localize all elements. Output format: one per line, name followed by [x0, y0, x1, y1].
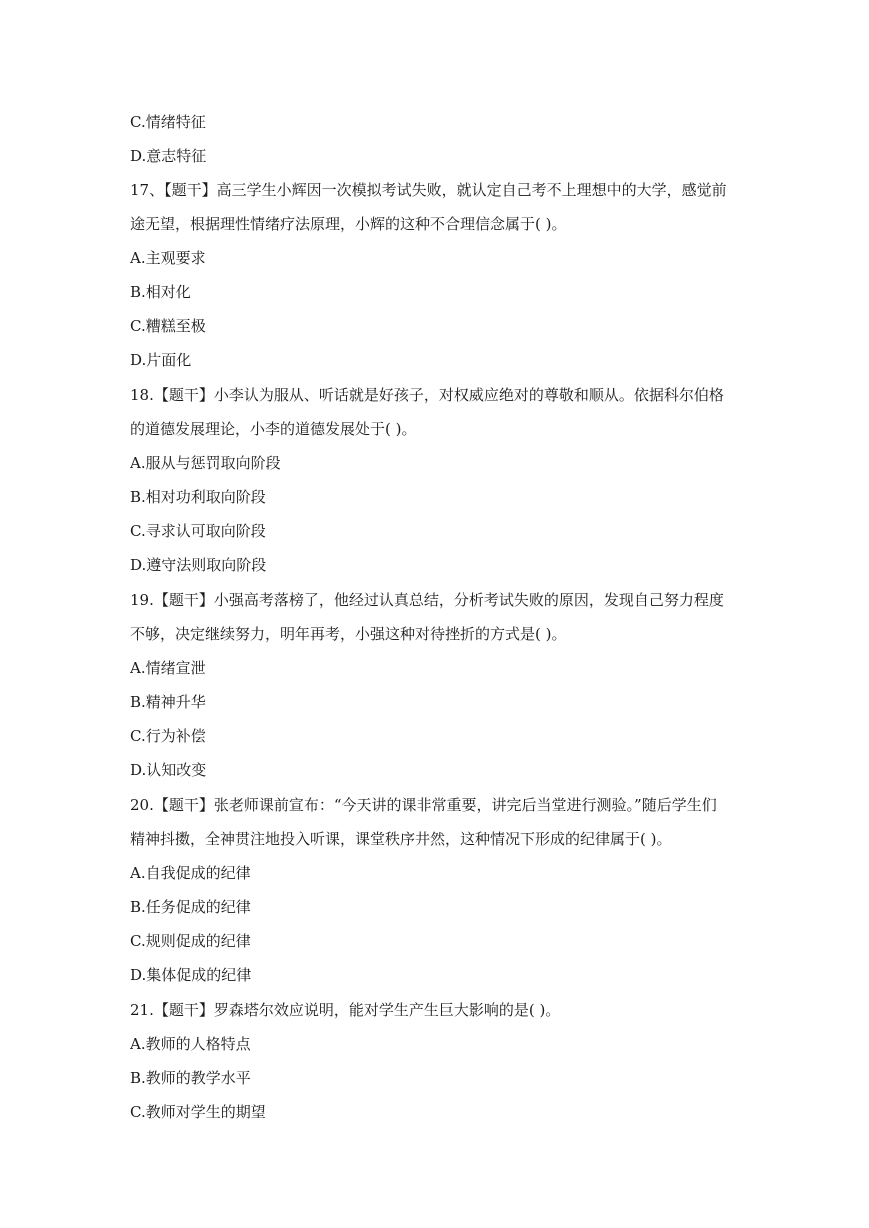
question-18-stem-line2: 的道德发展理论，小李的道德发展处于( )。	[130, 420, 417, 438]
question-20-stem-line2: 精神抖擞，全神贯注地投入听课，课堂秩序井然，这种情况下形成的纪律属于( )。	[130, 830, 672, 848]
question-19-stem-line2: 不够，决定继续努力，明年再考，小强这种对待挫折的方式是( )。	[130, 625, 567, 643]
option-21c: C.教师对学生的期望	[130, 1103, 266, 1121]
option-19d: D.认知改变	[130, 761, 207, 779]
option-18b: B.相对功利取向阶段	[130, 488, 266, 506]
option-17a: A.主观要求	[130, 249, 206, 267]
option-19a: A.情绪宣泄	[130, 659, 206, 677]
option-20c: C.规则促成的纪律	[130, 932, 251, 950]
option-17b: B.相对化	[130, 283, 191, 301]
option-17d: D.片面化	[130, 351, 192, 369]
option-19b: B.精神升华	[130, 693, 206, 711]
question-17-stem-line2: 途无望，根据理性情绪疗法原理，小辉的这种不合理信念属于( )。	[130, 215, 567, 233]
option-20d: D.集体促成的纪律	[130, 966, 252, 984]
question-20-stem-line1: 20.【题干】张老师课前宣布：“今天讲的课非常重要，讲完后当堂进行测验。”随后学生们	[130, 796, 717, 814]
question-17-stem-line1: 17、【题干】高三学生小辉因一次模拟考试失败，就认定自己考不上理想中的大学，感觉前	[130, 181, 727, 199]
option-16d: D.意志特征	[130, 147, 207, 165]
option-17c: C.糟糕至极	[130, 317, 206, 335]
option-18d: D.遵守法则取向阶段	[130, 556, 267, 574]
option-21a: A.教师的人格特点	[130, 1035, 251, 1053]
option-18a: A.服从与惩罚取向阶段	[130, 454, 281, 472]
question-21-stem: 21.【题干】罗森塔尔效应说明，能对学生产生巨大影响的是( )。	[130, 1001, 561, 1019]
option-16c: C.情绪特征	[130, 113, 206, 131]
option-19c: C.行为补偿	[130, 727, 206, 745]
question-18-stem-line1: 18.【题干】小李认为服从、听话就是好孩子，对权威应绝对的尊敬和顺从。依据科尔伯格	[130, 386, 724, 404]
question-19-stem-line1: 19.【题干】小强高考落榜了，他经过认真总结，分析考试失败的原因，发现自己努力程度	[130, 591, 724, 609]
option-20a: A.自我促成的纪律	[130, 864, 251, 882]
option-21b: B.教师的教学水平	[130, 1069, 251, 1087]
option-20b: B.任务促成的纪律	[130, 898, 251, 916]
option-18c: C.寻求认可取向阶段	[130, 522, 266, 540]
